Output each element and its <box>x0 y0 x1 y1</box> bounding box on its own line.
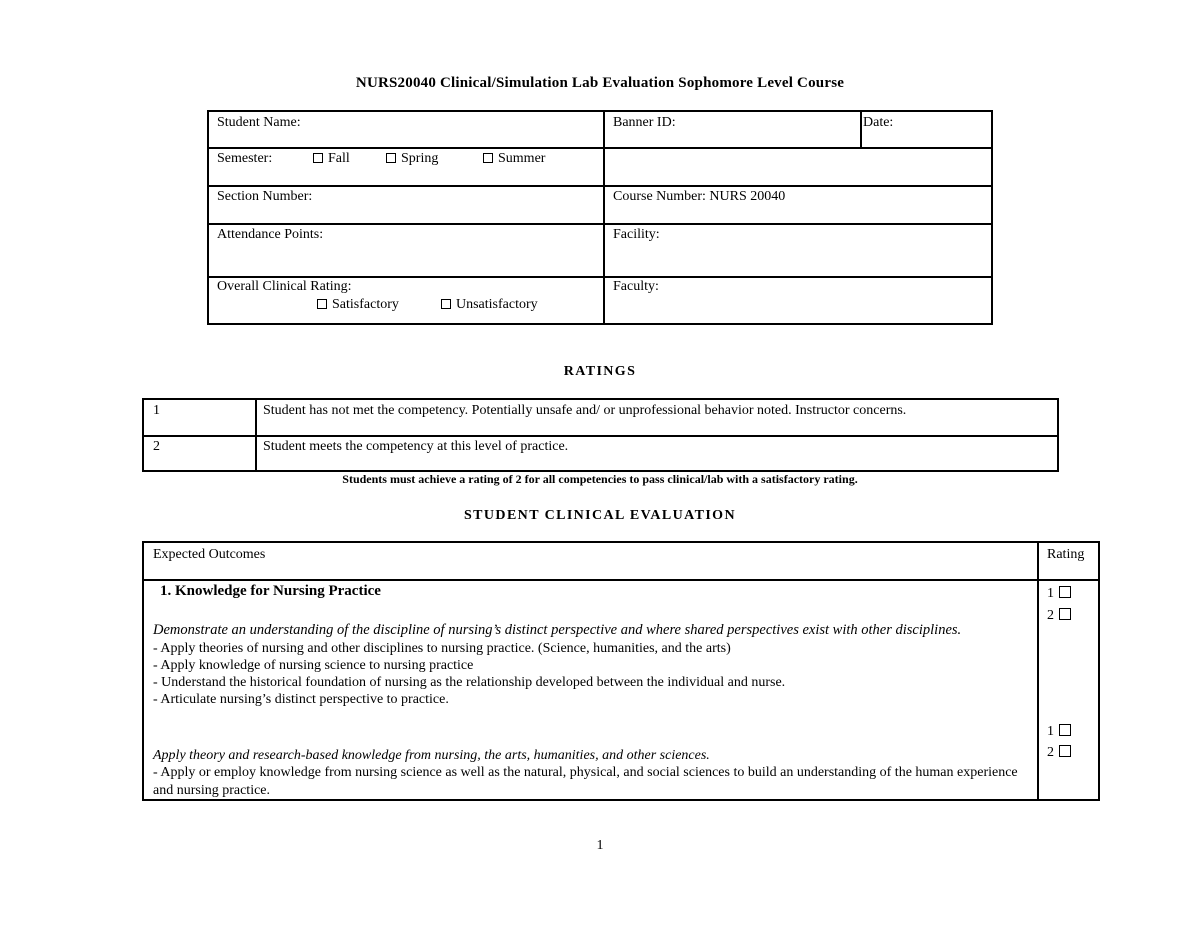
semester-option-summer[interactable]: Summer <box>483 150 545 167</box>
student-name-field[interactable] <box>217 114 597 146</box>
semester-option-spring[interactable]: Spring <box>386 150 438 167</box>
banner-id-field[interactable] <box>613 114 853 146</box>
semester-field <box>217 150 597 184</box>
date-label: Date: <box>863 115 894 130</box>
date-field[interactable] <box>863 114 988 146</box>
outcome-item: - Understand the historical foundation of nursing as the relationship developed between the individual and nurse. <box>153 675 786 691</box>
semester-label: Semester: <box>217 151 273 166</box>
outcome-group-intro: Demonstrate an understanding of the discipline of nursing’s distinct perspective and where shared perspectives exist with other disciplines. <box>153 622 962 638</box>
checkbox-icon <box>1059 586 1071 598</box>
checkbox-icon <box>386 153 396 163</box>
faculty-field[interactable] <box>613 278 983 322</box>
outcome-item: - Apply theories of nursing and other disciplines to nursing practice. (Science, humanities, and the arts) <box>153 640 731 656</box>
checkbox-icon <box>1059 724 1071 736</box>
rating-option-2[interactable]: 2 <box>1047 607 1076 624</box>
evaluation-heading: STUDENT CLINICAL EVALUATION <box>464 508 736 523</box>
outcome-item: - Apply or employ knowledge from nursing science as well as the natural, physical, and social sciences to build an understanding of the human experience and nursing practice. <box>153 765 1018 798</box>
ratings-note: Students must achieve a rating of 2 for all competencies to pass clinical/lab with a satisfactory rating. <box>342 472 858 486</box>
rating-option-1[interactable]: 1 <box>1047 723 1076 740</box>
section-number-field[interactable] <box>217 188 597 222</box>
overall-rating-label: Overall Clinical Rating: <box>217 279 352 294</box>
facility-label: Facility: <box>613 227 660 242</box>
checkbox-icon <box>317 299 327 309</box>
evaluation-table <box>142 541 1100 801</box>
section-number-label: Section Number: <box>217 189 313 204</box>
outcome-group-intro: Apply theory and research-based knowledge from nursing, the arts, humanities, and other sciences. <box>153 748 710 763</box>
rating-description: Student has not met the competency. Potentially unsafe and/ or unprofessional behavior noted. Instructor concerns. <box>263 403 907 418</box>
checkbox-icon <box>1059 608 1071 620</box>
faculty-label: Faculty: <box>613 279 659 294</box>
checkbox-icon <box>441 299 451 309</box>
facility-field[interactable] <box>613 226 983 274</box>
overall-option-unsatisfactory[interactable]: Unsatisfactory <box>441 296 538 313</box>
checkbox-icon <box>313 153 323 163</box>
course-number-field <box>613 188 983 222</box>
course-number-label: Course Number: NURS 20040 <box>613 189 786 204</box>
ratings-heading: RATINGS <box>563 364 637 379</box>
ratings-table <box>142 398 1059 472</box>
page-number: 1 <box>596 838 604 853</box>
attendance-points-field[interactable] <box>217 226 597 274</box>
overall-option-satisfactory[interactable]: Satisfactory <box>317 296 399 313</box>
col-rating: Rating <box>1047 547 1085 562</box>
col-expected-outcomes: Expected Outcomes <box>153 547 266 562</box>
competency-title: 1. Knowledge for Nursing Practice <box>160 583 381 599</box>
student-info-table <box>207 110 993 325</box>
outcome-item: - Articulate nursing’s distinct perspective to practice. <box>153 692 449 708</box>
attendance-points-label: Attendance Points: <box>217 227 324 242</box>
rating-option-1[interactable]: 1 <box>1047 585 1076 602</box>
outcome-group-2 <box>153 747 1033 799</box>
rating-level: 1 <box>153 403 160 418</box>
banner-id-label: Banner ID: <box>613 115 676 130</box>
rating-description: Student meets the competency at this level of practice. <box>263 439 569 454</box>
checkbox-icon <box>1059 745 1071 757</box>
rating-option-2[interactable]: 2 <box>1047 744 1076 761</box>
outcome-group-1 <box>153 621 1023 709</box>
rating-level: 2 <box>153 439 160 454</box>
overall-rating-field <box>217 278 597 322</box>
student-name-label: Student Name: <box>217 115 301 130</box>
checkbox-icon <box>483 153 493 163</box>
outcome-item: - Apply knowledge of nursing science to nursing practice <box>153 657 474 673</box>
document-title: NURS20040 Clinical/Simulation Lab Evaluation Sophomore Level Course <box>355 75 845 91</box>
semester-option-fall[interactable]: Fall <box>313 150 350 167</box>
